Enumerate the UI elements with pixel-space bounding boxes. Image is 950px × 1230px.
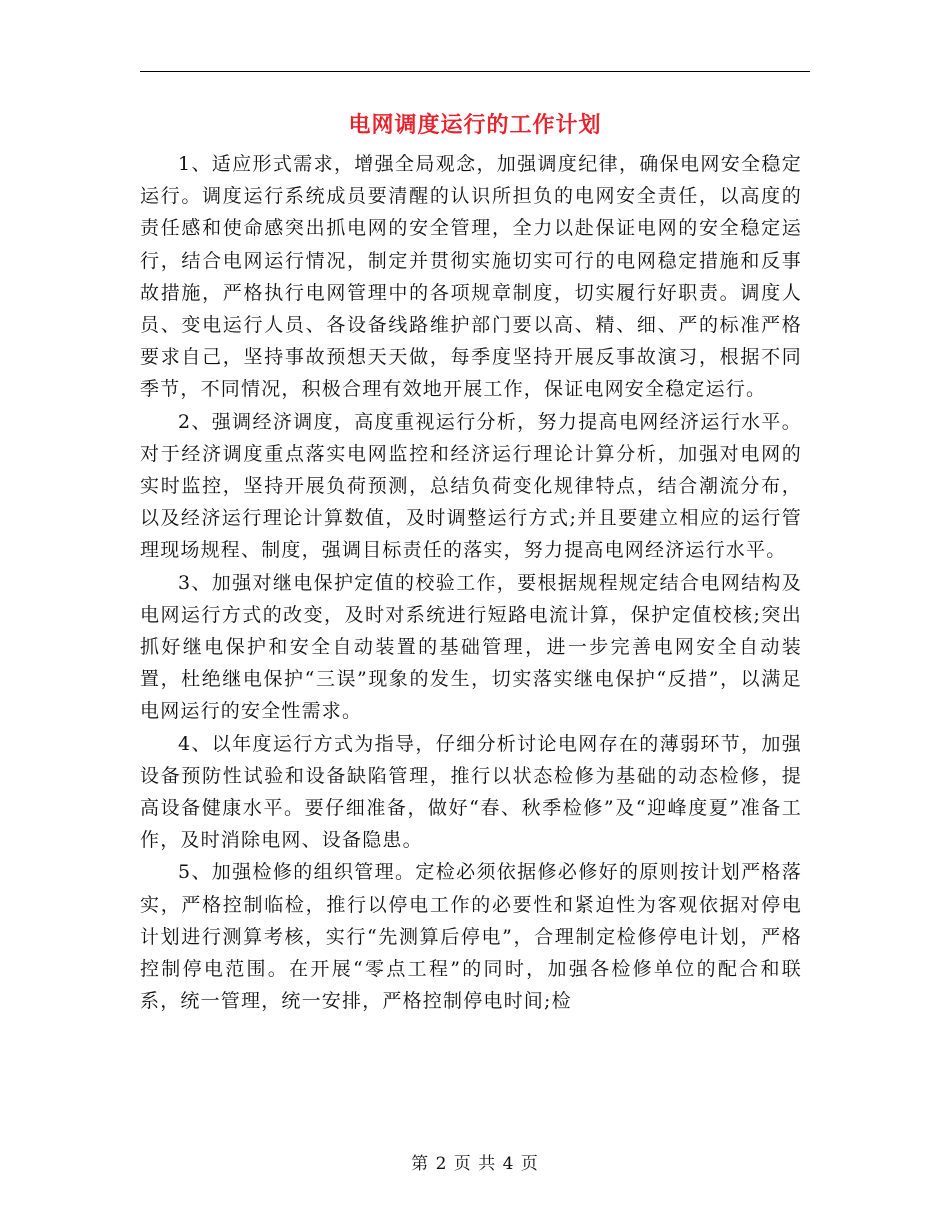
paragraph-5: 5、加强检修的组织管理。定检必须依据修必修好的原则按计划严格落实，严格控制临检，推行以停电工作的必要性和紧迫性为客观依据对停电计划进行测算考核，实行“先测算后停电”，合理制定检修停电计划，严格控制停电范围。在开展“零点工程”的同时，加强各检修单位的配合和联系，统一管理，统一安排，严格控制停电时间;检 <box>140 861 802 1013</box>
paragraph-4: 4、以年度运行方式为指导，仔细分析讨论电网存在的薄弱环节，加强设备预防性试验和设备缺陷管理，推行以状态检修为基础的动态检修，提高设备健康水平。要仔细准备，做好“春、秋季检修”及“迎峰度夏”准备工作，及时消除电网、设备隐患。 <box>140 732 802 852</box>
document-title: 电网调度运行的工作计划 <box>348 112 602 138</box>
paragraph-2: 2、强调经济调度，高度重视运行分析，努力提高电网经济运行水平。对于经济调度重点落实电网监控和经济运行理论计算分析，加强对电网的实时监控，坚持开展负荷预测，总结负荷变化规律特点，结合潮流分布，以及经济运行理论计算数值，及时调整运行方式;并且要建立相应的运行管理现场规程、制度，强调目标责任的落实，努力提高电网经济运行水平。 <box>140 410 802 562</box>
paragraph-3: 3、加强对继电保护定值的校验工作，要根据规程规定结合电网结构及电网运行方式的改变，及时对系统进行短路电流计算，保护定值校核;突出抓好继电保护和安全自动装置的基础管理，进一步完善电网安全自动装置，杜绝继电保护“三误”现象的发生，切实落实继电保护“反措”，以满足电网运行的安全性需求。 <box>140 571 802 723</box>
page-number: 第 2 页 共 4 页 <box>411 1154 539 1174</box>
page-footer <box>140 1152 810 1176</box>
header-rule <box>140 71 810 72</box>
document-body <box>140 148 802 1017</box>
paragraph-1: 1、适应形式需求，增强全局观念，加强调度纪律，确保电网安全稳定运行。调度运行系统成员要清醒的认识所担负的电网安全责任，以高度的责任感和使命感突出抓电网的安全管理，全力以赴保证电网的安全稳定运行，结合电网运行情况，制定并贯彻实施切实可行的电网稳定措施和反事故措施，严格执行电网管理中的各项规章制度，切实履行好职责。调度人员、变电运行人员、各设备线路维护部门要以高、精、细、严的标准严格要求自己，坚持事故预想天天做，每季度坚持开展反事故演习，根据不同季节，不同情况，积极合理有效地开展工作，保证电网安全稳定运行。 <box>140 153 802 401</box>
